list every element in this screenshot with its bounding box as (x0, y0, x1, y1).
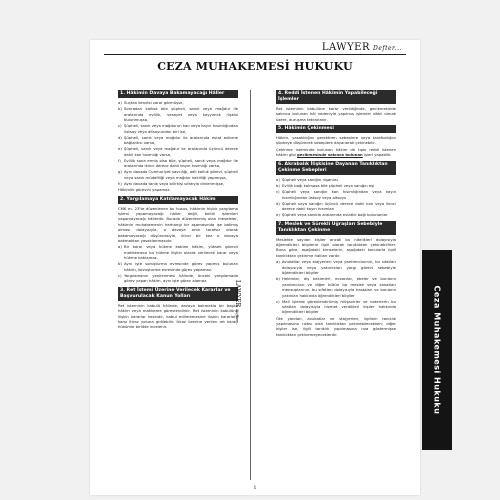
list-item: a) Avukatlar veya stajyerleri veya yardımcılarının, bu sıfatları dolayısıyla veya yakınlıkları yargı görevi sebebiyle öğrendikleri bilgiler (276, 259, 396, 276)
list-item: e) Şüpheli, sanık veya mağdur ile aralarında üçüncü derece dahil kan hısımlığı varsa, (118, 146, 238, 157)
section-text: Ret isteminin kabulüne karar verildiğinde, gecikmesinde sakınca bulunan hâl nedeniyle yapılmış işlemler dâhil olmak üzere, duruşma tekrarlanır. (276, 105, 396, 122)
list-item: g) Aynı davada Cumhuriyet savcılığı, adli kolluk görevi, şüpheli veya sanık müdafiliği veya mağdur vekilliği yapmışsa, (118, 169, 238, 180)
list-item: a) Şüpheli veya sanığın nişanlısı (276, 176, 338, 182)
section-text: Hâkim, yasaklılığını gerektiren sebeplere veya tarafsızlığını şüpheye düşürecek sebeplere dayanarak çekinebilir. (276, 135, 396, 146)
list-item: d) Şüpheli veya sanığın üçüncü derece dahil kan veya ikinci derece dahil kayın hısımları (276, 200, 396, 212)
section-text: Ret isteminin kabulü hâlinde, davaya bakmakla bir başka hâkim veya mahkeme görevlendirilir. Ret isteminin kabulüne ilişkin kararlar kesindir, kabul edilmemesine ilişkin kararlara karşı itiraz yoluna gidilebilir. İtiraz üzerine verilen ret kararı hükümle birlikte incelenir. (118, 302, 238, 330)
spine-brand: LAWYERDefter... (234, 280, 241, 326)
section-heading: 7. Meslek ve Sürekli Uğraşları Sebebiyle Tanıklıktan Çekinme (276, 221, 396, 235)
section-heading: 3. Ret İstemi Üzerine Verilecek Kararlar ve Başvurulacak Kanun Yolları (118, 287, 238, 301)
header-rule (104, 54, 406, 55)
right-column (276, 90, 396, 338)
highlighted-phrase: gecikmesinde sakınca bulunan (297, 152, 363, 158)
brand-name: LAWYER (321, 42, 371, 53)
list-item: b) Hekimler, diş hekimleri, eczacılar, ebeler ve bunların yardımcıları ve diğer bütün tıp meslek veya sanatları mensuplarının, bu sıfatları dolayısıyla hastaları ve bunların yakınları hakkında öğrendikleri bilgiler (276, 276, 396, 298)
brand-suffix: Defter... (373, 45, 402, 52)
list-item: c) Şüpheli, sanık veya mağdurun kan veya kayın hısımlığından üstsoy veya altsoyundan biri ise, (118, 123, 238, 134)
document-page (90, 40, 420, 495)
section-heading: 1. Hâkimin Davaya Bakamayacağı Hâller (118, 90, 238, 98)
list-item: e) Şüpheli veya sanıkla aralarında evlatlık bağı bulunanlar (276, 212, 388, 218)
section-heading: 5. Hâkimin Çekinmesi (276, 125, 396, 133)
page-title: CEZA MUHAKEMESİ HUKUKU (157, 60, 353, 73)
section-heading: 2. Yargılamaya Katılamayacak Hâkim (118, 196, 238, 204)
section-heading: 6. Akrabalık İlişkisine Dayanan Tanıklıktan Çekinme Sebepleri (276, 161, 396, 175)
list-item: c) Mali işlerde görevlendirilmiş müşavirler ve noterlerin bu sıfatları dolayısıyla hizmet verdikleri kişiler hakkında öğrendikleri bilgiler (276, 298, 396, 315)
side-tab-label: Ceza Muhakemesi Hukuku (432, 285, 442, 415)
list-item: b) Sonradan kalksa bile şüpheli, sanık veya mağdur ile aralarında evlilik, vesayet veya kayyımlık ilişkisi bulunmuşsa, (118, 106, 238, 122)
brand-logo (322, 42, 402, 53)
section-text: Öte yandan, avukatlar ve stajyerleri, ilgilinin tanıklık yapılmasına rızası olsa tanıklıktan çekinebilecekken; diğer kişiler ise, ilgili tanıklık yapılmasına rıza göstermişse tanıklıktan çekinemeyeceklerdir. (276, 315, 396, 337)
list-item: c) Şüpheli veya sanığın kan hısımlığından veya kayın hısımlığından üstsoy veya altsoyu (276, 189, 396, 200)
list-item: a) Suçtan kendisi zarar görmüşse, (118, 99, 184, 105)
list-item: b) Aynı işte soruşturma evresinde görev yapmış bulunan hâkim, kovuşturma evresinde görev yapamaz. (118, 261, 238, 272)
page-number: 1 (253, 485, 257, 491)
list-item: a) Bir karar veya hükme katılan hâkim, yüksek görevli mahkemece bu hükme ilişkin olarak verilecek karar veya hükme katılamaz. (118, 244, 238, 261)
section-text: Meslekte sayılan kişiler ancak bu nitelikleri dolayısıyla öğrendikleri bilgilerle ilgili olarak tanıklıktan çekinebilirler. Buna göre, aşağıdaki kimselerin, aşağıdaki konularla ilgili tanıklıktan çekinme hakları vardır. (276, 236, 396, 258)
list-item: f) Evlilik sona ermiş olsa bile, şüpheli, sanık veya mağdur ile aralarında ikinci derece dahil kayın hısımlığı varsa, (118, 157, 238, 169)
column-divider (250, 90, 251, 480)
list-item: d) Şüpheli, sanık veya mağdur ile aralarında evlat edinme bağlantısı varsa, (118, 134, 238, 146)
section-heading: 4. Reddi İstenen Hâkimin Yapabileceği İşlemler (276, 90, 396, 104)
section-text: CMK m. 23'te düzenlenen bu husus, hâkimin hiçbir yargılama işlemi yapamayacağı hâller değil, belirli işlemleri yapamayacağı hâllerdir. Burada düzenlenmiş olan meseleler, hâkimin muhakemenin herhangi bir aşamasında işe bakmış olması dolayısıyla, o davaya artık tarafsız olarak bakamayacağı düşüncesiyle, ikinci bir kez o davaya bakmaktan yasaklanmasıdır. (118, 205, 238, 243)
section-text: Çekinme isteminde bulunan hâkim de tıpkı reddi istenen hâkim gibi gecikmesinde sakınca bulunan işleri yapabilir. (276, 147, 396, 158)
list-item: b) Evlilik bağı kalmasa bile şüpheli veya sanığın eşi (276, 182, 375, 188)
side-tab (422, 250, 452, 450)
section-text: Hâkimlik görevini yapamaz. (118, 187, 171, 193)
left-column (118, 90, 238, 331)
list-item: c) Yargılamanın yenilenmesi hâlinde, önceki yargılamada görev yapan hâkim, aynı işte görev alamaz. (118, 273, 238, 284)
list-item: h) Aynı davada tanık veya bilirkişi sıfatıyla dinlenmişse, (118, 181, 225, 187)
